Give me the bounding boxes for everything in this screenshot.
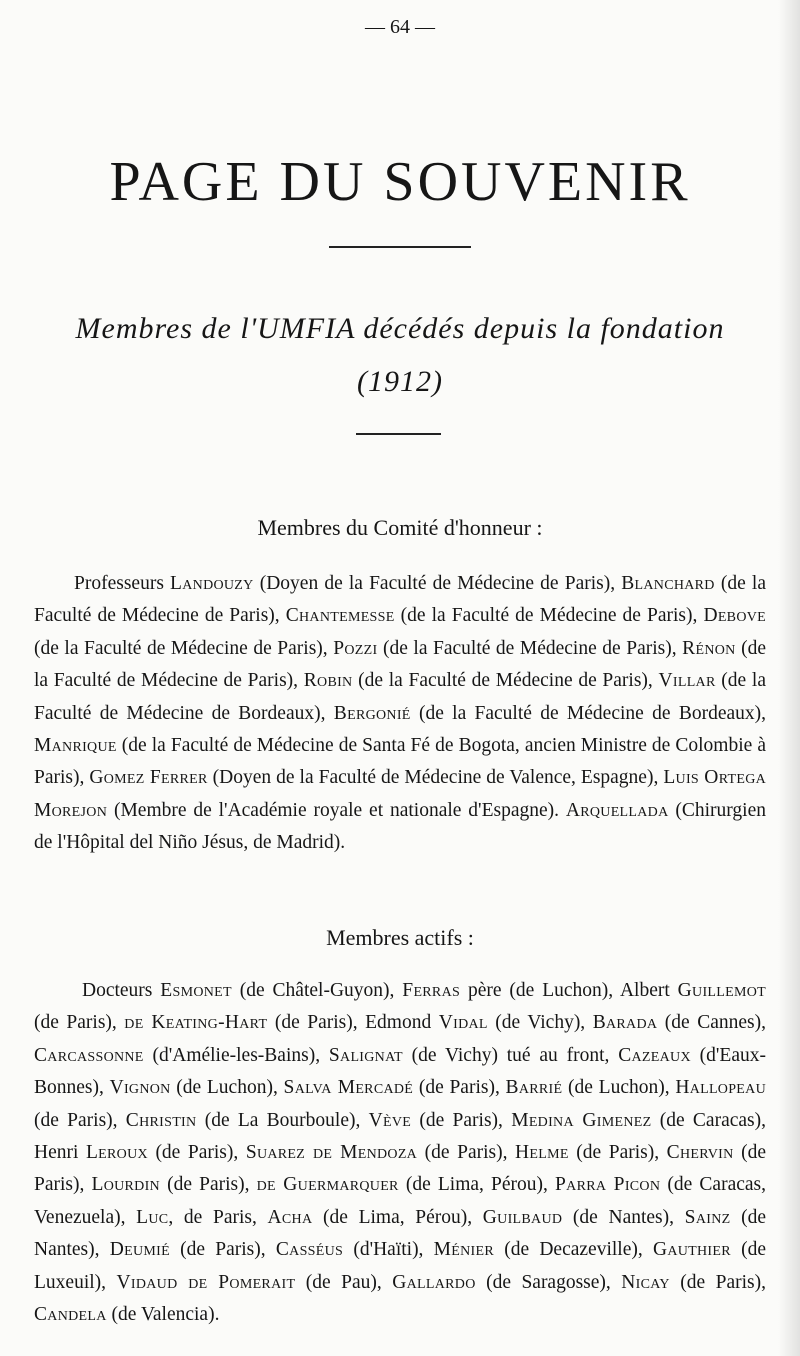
member-text: (de Nantes), bbox=[34, 1206, 767, 1261]
member-name: Debove bbox=[703, 605, 766, 627]
member-name: Cazeaux bbox=[618, 1044, 691, 1066]
member-name: Ménier bbox=[433, 1239, 495, 1261]
member-text: (de Lima, Pérou), bbox=[312, 1206, 483, 1228]
honor-committee-paragraph bbox=[34, 568, 766, 860]
member-text: (de Paris), bbox=[34, 1142, 766, 1196]
member-name: Barrié bbox=[505, 1077, 563, 1099]
member-text: (de Saragosse), bbox=[475, 1271, 622, 1293]
member-name: Lourdin bbox=[91, 1174, 160, 1196]
member-name: de Keating-Hart bbox=[124, 1012, 268, 1034]
title-divider bbox=[329, 246, 471, 248]
member-name: de Guermarquer bbox=[256, 1174, 399, 1196]
member-name: Villar bbox=[658, 670, 716, 692]
member-text: (de Paris), bbox=[159, 1174, 257, 1196]
member-text: Professeurs bbox=[74, 573, 171, 594]
member-name: Salignat bbox=[328, 1044, 403, 1066]
member-name: Guilbaud bbox=[482, 1206, 563, 1228]
honor-committee-heading: Membres du Comité d'honneur : bbox=[257, 515, 543, 540]
member-text: (de Caracas, Venezuela), bbox=[34, 1174, 767, 1228]
member-name: Landouzy bbox=[170, 573, 254, 594]
member-name: Hallopeau bbox=[675, 1077, 766, 1099]
member-text: (de Caracas), Henri bbox=[34, 1109, 766, 1164]
member-text: (de Paris), bbox=[568, 1142, 667, 1164]
member-text: (Doyen de la Faculté de Médecine de Paris), bbox=[253, 573, 622, 594]
member-text: (de Luxeuil), bbox=[34, 1239, 766, 1293]
member-name: Suarez de Mendoza bbox=[245, 1142, 418, 1164]
member-name: Rénon bbox=[682, 637, 736, 659]
member-name: Guillemot bbox=[677, 980, 766, 1001]
member-text: (d'Haïti), bbox=[343, 1239, 434, 1261]
member-text: (de la Faculté de Médecine de Bordeaux), bbox=[410, 702, 767, 724]
member-name: Vignon bbox=[109, 1077, 171, 1099]
member-name: Vidaud de Pomerait bbox=[116, 1271, 296, 1293]
member-name: Luc bbox=[136, 1206, 169, 1228]
member-name: Gomez Ferrer bbox=[89, 767, 208, 789]
member-text: (de Valencia). bbox=[106, 1304, 220, 1326]
subtitle-year: (1912) bbox=[357, 365, 443, 398]
subtitle-divider bbox=[356, 433, 441, 435]
member-name: Carcassonne bbox=[34, 1044, 144, 1066]
member-name: Gauthier bbox=[652, 1239, 731, 1261]
member-text: (de la Faculté de Médecine de Paris), bbox=[34, 637, 334, 659]
member-text: (de la Faculté de Médecine de Paris), bbox=[34, 573, 766, 627]
member-text: (de Paris), bbox=[411, 1109, 512, 1131]
subtitle: Membres de l'UMFIA décédés depuis la fondation bbox=[75, 312, 725, 345]
member-text: (de Lima, Pérou), bbox=[398, 1174, 556, 1196]
member-name: Medina Gimenez bbox=[511, 1109, 652, 1131]
member-text: (de La Bourboule), bbox=[196, 1109, 369, 1131]
member-name: Robin bbox=[303, 670, 353, 692]
member-text: (d'Amélie-les-Bains), bbox=[143, 1044, 329, 1066]
active-members-paragraph bbox=[34, 975, 766, 1331]
member-name: Chantemesse bbox=[285, 605, 395, 627]
member-name: Candela bbox=[34, 1304, 107, 1326]
member-name: Barada bbox=[592, 1012, 658, 1034]
member-name: Parra Picon bbox=[555, 1174, 661, 1196]
member-name: Bergonié bbox=[333, 702, 411, 724]
member-name: Vidal bbox=[438, 1012, 488, 1034]
member-text: (de Paris), bbox=[413, 1077, 506, 1099]
page-number: — 64 — bbox=[365, 16, 435, 38]
member-text: (de la Faculté de Médecine de Paris), bbox=[352, 670, 659, 692]
member-text: (de la Faculté de Médecine de Paris), bbox=[377, 637, 683, 659]
member-text: (de Paris), bbox=[34, 1109, 126, 1131]
member-name: Acha bbox=[267, 1206, 313, 1228]
member-name: Salva Mercadé bbox=[283, 1077, 414, 1099]
member-name: Sainz bbox=[684, 1206, 731, 1228]
member-name: Chervin bbox=[666, 1142, 734, 1164]
member-text: (de Paris), bbox=[147, 1142, 246, 1164]
page-title: PAGE DU SOUVENIR bbox=[109, 151, 691, 213]
member-name: Nicay bbox=[621, 1271, 670, 1293]
member-name: Luis Ortega Morejon bbox=[34, 767, 767, 821]
member-text: (Chirurgien de l'Hôpital del Niño Jésus, de Madrid). bbox=[34, 799, 766, 854]
member-name: Esmonet bbox=[160, 980, 232, 1001]
member-text: Docteurs bbox=[82, 980, 161, 1001]
member-text: (de Paris), bbox=[669, 1271, 766, 1293]
member-text: (Doyen de la Faculté de Médecine de Valence, Espagne), bbox=[207, 767, 664, 789]
member-text: (Membre de l'Académie royale et nationale d'Espagne). bbox=[107, 799, 566, 821]
member-text: (de la Faculté de Médecine de Santa Fé de Bogota, ancien Ministre de Colombie à Paris), bbox=[34, 735, 766, 789]
member-text: (de Cannes), bbox=[657, 1012, 766, 1034]
member-text: (de Paris), bbox=[417, 1142, 516, 1164]
member-text: (d'Eaux-Bonnes), bbox=[34, 1044, 766, 1099]
member-name: Gallardo bbox=[392, 1271, 476, 1293]
member-name: Blanchard bbox=[621, 573, 715, 594]
member-text: père (de Luchon), Albert bbox=[460, 980, 678, 1001]
active-members-heading: Membres actifs : bbox=[326, 925, 474, 950]
member-name: Arquellada bbox=[565, 799, 669, 821]
member-text: (de Nantes), bbox=[562, 1206, 685, 1228]
member-name: Vève bbox=[368, 1109, 412, 1131]
member-text: (de Luchon), bbox=[562, 1077, 676, 1099]
member-name: Leroux bbox=[85, 1142, 148, 1164]
member-text: (de Vichy) tué au front, bbox=[402, 1044, 619, 1066]
member-name: Christin bbox=[125, 1109, 197, 1131]
member-text: (de la Faculté de Médecine de Paris), bbox=[394, 605, 704, 627]
member-name: Casséus bbox=[275, 1239, 344, 1261]
member-text: (de Decazeville), bbox=[494, 1239, 653, 1261]
member-text: (de Luchon), bbox=[170, 1077, 284, 1099]
member-name: Deumié bbox=[109, 1239, 170, 1261]
member-text: (de Paris), bbox=[34, 1012, 125, 1034]
member-name: Pozzi bbox=[333, 637, 378, 659]
member-name: Helme bbox=[515, 1142, 569, 1164]
member-text: , de Paris, bbox=[168, 1206, 268, 1228]
member-text: (de Paris), Edmond bbox=[267, 1012, 439, 1034]
member-text: (de Vichy), bbox=[487, 1012, 593, 1034]
member-text: (de la Faculté de Médecine de Paris), bbox=[34, 637, 766, 692]
member-name: Ferras bbox=[402, 980, 461, 1001]
member-text: (de Châtel-Guyon), bbox=[231, 980, 403, 1001]
member-name: Manrique bbox=[34, 735, 117, 757]
member-text: (de Paris), bbox=[169, 1239, 276, 1261]
member-text: (de Pau), bbox=[295, 1271, 393, 1293]
member-text: (de la Faculté de Médecine de Bordeaux), bbox=[34, 670, 766, 724]
